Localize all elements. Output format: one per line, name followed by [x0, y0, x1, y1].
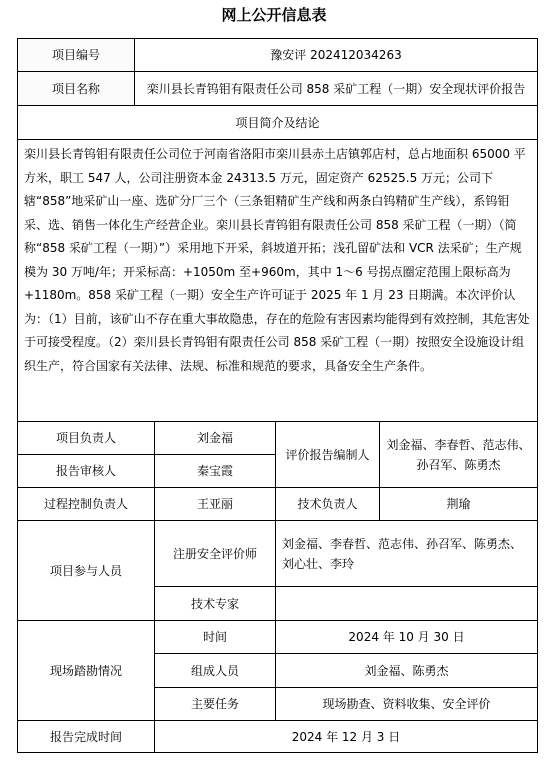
experts-value [275, 586, 538, 621]
site-tasks-label: 主要任务 [154, 687, 276, 721]
leader-value: 刘金福 [154, 421, 276, 455]
info-table [17, 38, 538, 753]
authors-label: 评价报告编制人 [275, 421, 380, 488]
project-name-value: 栾川县长青钨钼有限责任公司 858 采矿工程（一期）安全现状评价报告 [134, 71, 538, 106]
reviewer-label: 报告审核人 [17, 454, 155, 488]
tech-label: 技术负责人 [275, 487, 380, 521]
process-value: 王亚丽 [154, 487, 276, 521]
process-label: 过程控制负责人 [17, 487, 155, 521]
site-tasks-value: 现场勘查、资料收集、安全评价 [275, 687, 538, 721]
leader-label: 项目负责人 [17, 421, 155, 455]
participants-label: 项目参与人员 [17, 520, 155, 621]
completion-value: 2024 年 12 月 3 日 [154, 720, 538, 753]
site-members-value: 刘金福、陈勇杰 [275, 653, 538, 688]
experts-label: 技术专家 [154, 586, 276, 621]
project-name-label: 项目名称 [17, 71, 135, 106]
site-survey-label: 现场踏勘情况 [17, 620, 155, 721]
tech-value: 荆瑜 [379, 487, 538, 521]
project-no-label: 项目编号 [17, 38, 135, 72]
site-time-label: 时间 [154, 620, 276, 654]
authors-value: 刘金福、李春哲、范志伟、孙召军、陈勇杰 [379, 421, 538, 488]
summary-text: 栾川县长青钨钼有限责任公司位于河南省洛阳市栾川县赤土店镇郭店村，总占地面积 65000 平方米，职工 547 人，公司注册资本金 24313.5 万元，固定资产 62525.5 万元；公司下辖“858”地采矿山一座、选矿分厂三个（三条钼精矿生产线和两条白钨精矿生产线），系钨钼采、选、销售一体化生产经营企业。栾川县长青钨钼有限责任公司 858 采矿工程（一期）（简称“858 采矿工程（一期）”）采用地下开采，斜坡道开拓；浅孔留矿法和 VCR 法采矿；生产规模为 30 万吨/年；开采标高：+1050m 至+960m，其中 1～6 号拐点圈定范围上限标高为+1180m。858 采矿工程（一期）安全生产许可证于 2025 年 1 月 23 日期满。本次评价认为：（1）目前，该矿山不存在重大事故隐患，存在的危险有害因素均能得到有效控制，其危害处于可接受程度。（2）栾川县长青钨钼有限责任公司 858 采矿工程（一期）按照安全设施设计组织生产，符合国家有关法律、法规、标准和规范的要求，具备安全生产条件。 [17, 139, 538, 422]
completion-label: 报告完成时间 [17, 720, 155, 753]
project-no-value: 豫安评 202412034263 [134, 38, 538, 72]
site-time-value: 2024 年 10 月 30 日 [275, 620, 538, 654]
site-members-label: 组成人员 [154, 653, 276, 688]
page-title: 网上公开信息表 [221, 6, 327, 24]
registered-evaluators-value: 刘金福、李春哲、范志伟、孙召军、陈勇杰、刘心壮、李玲 [275, 520, 538, 587]
reviewer-value: 秦宝霞 [154, 454, 276, 488]
registered-evaluators-label: 注册安全评价师 [154, 520, 276, 587]
summary-heading: 项目简介及结论 [17, 105, 538, 140]
